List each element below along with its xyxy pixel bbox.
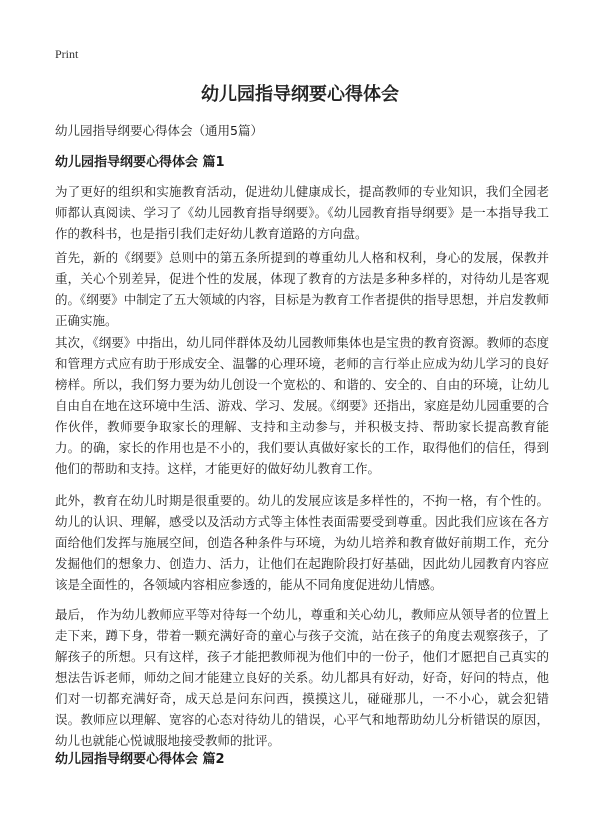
print-link[interactable]: Print <box>55 47 79 61</box>
document-subtitle: 幼儿园指导纲要心得体会（通用5篇） <box>55 123 263 138</box>
section-heading-2: 幼儿园指导纲要心得体会 篇2 <box>55 752 225 767</box>
page-title: 幼儿园指导纲要心得体会 <box>201 84 399 105</box>
paragraph: 此外，教育在幼儿时期是很重要的。幼儿的发展应该是多样性的，不拘一格，有个性的。幼儿的认识、理解，感受以及活动方式等主体性表面需要受到尊重。因此我们应该在各方面给他们发挥与施展空间，创造各种条件与环境，为幼儿培养和教育做好前期工作，充分发掘他们的想象力、创造力、活力，让他们在起跑阶段打好基础，因此幼儿园教育内容应该是全面性的，各领域内容相应参透的，能从不同角度促进幼儿情感。 <box>55 493 549 592</box>
paragraph: 首先，新的《纲要》总则中的第五条所提到的尊重幼儿人格和权利，身心的发展，保教并重，关心个别差异，促进个性的发展，体现了教育的方法是多种多样的，对待幼儿是客观的。《纲要》中制定了五大领域的内容，目标是为教育工作者提供的指导思想，并启发教师正确实施。 <box>55 250 549 328</box>
paragraph: 其次，《纲要》中指出，幼儿同伴群体及幼儿园教师集体也是宝贵的教育资源。教师的态度和管理方式应有助于形成安全、温馨的心理环境，老师的言行举止应成为幼儿学习的良好榜样。所以，我们努力要为幼儿创设一个宽松的、和谐的、安全的、自由的环境，让幼儿自由自在地在这环境中生活、游戏、学习、发展。《纲要》还指出，家庭是幼儿园重要的合作伙伴，教师要争取家长的理解、支持和主动参与，并积极支持、帮助家长提高教育能力。的确，家长的作用也是不小的，我们要认真做好家长的工作，取得他们的信任，得到他们的帮助和支持。这样，才能更好的做好幼儿教育工作。 <box>55 335 549 476</box>
section-heading-1: 幼儿园指导纲要心得体会 篇1 <box>55 155 225 170</box>
paragraph: 为了更好的组织和实施教育活动，促进幼儿健康成长，提高教师的专业知识，我们全园老师都认真阅读、学习了《幼儿园教育指导纲要》。《幼儿园教育指导纲要》是一本指导我工作的教科书，也是指引我们走好幼儿教育道路的方向盘。 <box>55 184 549 241</box>
paragraph: 最后， 作为幼儿教师应平等对待每一个幼儿，尊重和关心幼儿，教师应从领导者的位置上走下来，蹲下身，带着一颗充满好奇的童心与孩子交流，站在孩子的角度去观察孩子，了解孩子的所想。只有这样，孩子才能把教师视为他们中的一份子，他们才愿把自己真实的想法告诉老师，师幼之间才能建立良好的关系。幼儿都具有好动，好奇，好问的特点，他们对一切都充满好奇，成天总是问东问西，摸摸这儿，碰碰那儿，一不小心，就会犯错误。教师应以理解、宽容的心态对待幼儿的错误，心平气和地帮助幼儿分析错误的原因，幼儿也就能心悦诚服地接受教师的批评。 <box>55 607 549 748</box>
